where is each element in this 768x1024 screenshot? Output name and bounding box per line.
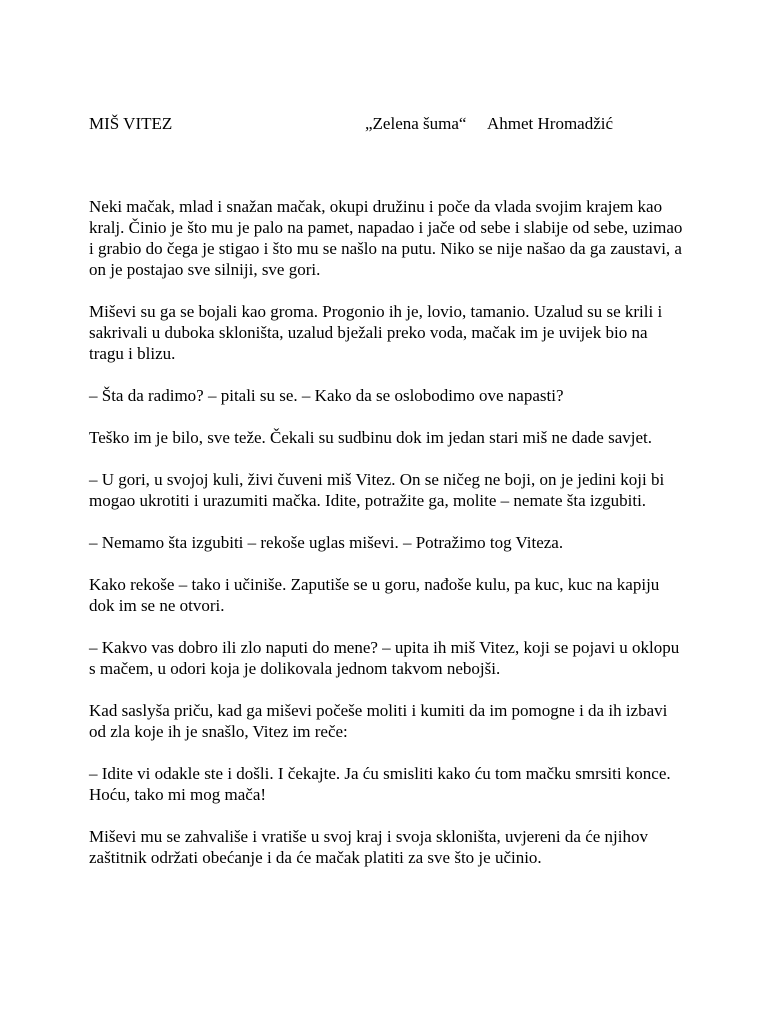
story-body (89, 196, 684, 889)
paragraph: – Nemamo šta izgubiti – rekoše uglas miševi. – Potražimo tog Viteza. (89, 533, 564, 552)
story-title: MIŠ VITEZ (89, 114, 173, 133)
paragraph: Kad saslуša priču, kad ga miševi počeše moliti i kumiti da im pomogne i da ih izbavi od zla koje ih je snašlo, Vitez im reče: (89, 701, 668, 741)
paragraph: Miševi su ga se bojali kao groma. Progonio ih je, lovio, tamanio. Uzalud su se krili i sakrivali u duboka skloništa, uzalud bježali preko voda, mačak im je uvijek bio na tragu i blizu. (89, 302, 663, 363)
paragraph: Teško im je bilo, sve teže. Čekali su sudbinu dok im jedan stari miš ne dade savjet. (89, 428, 653, 447)
paragraph: Kako rekoše – tako i učiniše. Zaputiše se u goru, nađoše kulu, pa kuc, kuc na kapiju dok im se ne otvori. (89, 575, 660, 615)
paragraph: – U gori, u svojoj kuli, živi čuveni miš Vitez. On se ničeg ne boji, on je jedini koji bi mogao ukrotiti i urazumiti mačka. Idite, potražite ga, molite – nemate šta izgubiti. (89, 470, 665, 510)
book-title: „Zelena šuma“ (365, 114, 467, 133)
paragraph: Miševi mu se zahvališe i vratiše u svoj kraj i svoja skloništa, uvjereni da će njihov zaštitnik održati obećanje i da će mačak platiti za sve što je učinio. (89, 827, 648, 867)
paragraph: Neki mačak, mlad i snažan mačak, okupi družinu i poče da vlada svojim krajem kao kralj. Činio je što mu je palo na pamet, napadao i jače od sebe i slabije od sebe, uzimao i grabio do čega je stigao i što mu se našlo na putu. Niko se nije našao da ga zaustavi, a on je postajao sve silniji, sve gori. (89, 197, 683, 279)
paragraph: – Kakvo vas dobro ili zlo naputi do mene? – upita ih miš Vitez, koji se pojavi u oklopu s mačem, u odori koja je dolikovala jednom takvom nebojši. (89, 638, 680, 678)
paragraph: – Šta da radimo? – pitali su se. – Kako da se oslobodimo ove napasti? (89, 386, 564, 405)
author-name: Ahmet Hromadžić (487, 114, 614, 133)
paragraph: – Idite vi odakle ste i došli. I čekajte. Ja ću smisliti kako ću tom mačku smrsiti konce. Hoću, tako mi mog mača! (89, 764, 671, 804)
document-header (89, 113, 689, 135)
